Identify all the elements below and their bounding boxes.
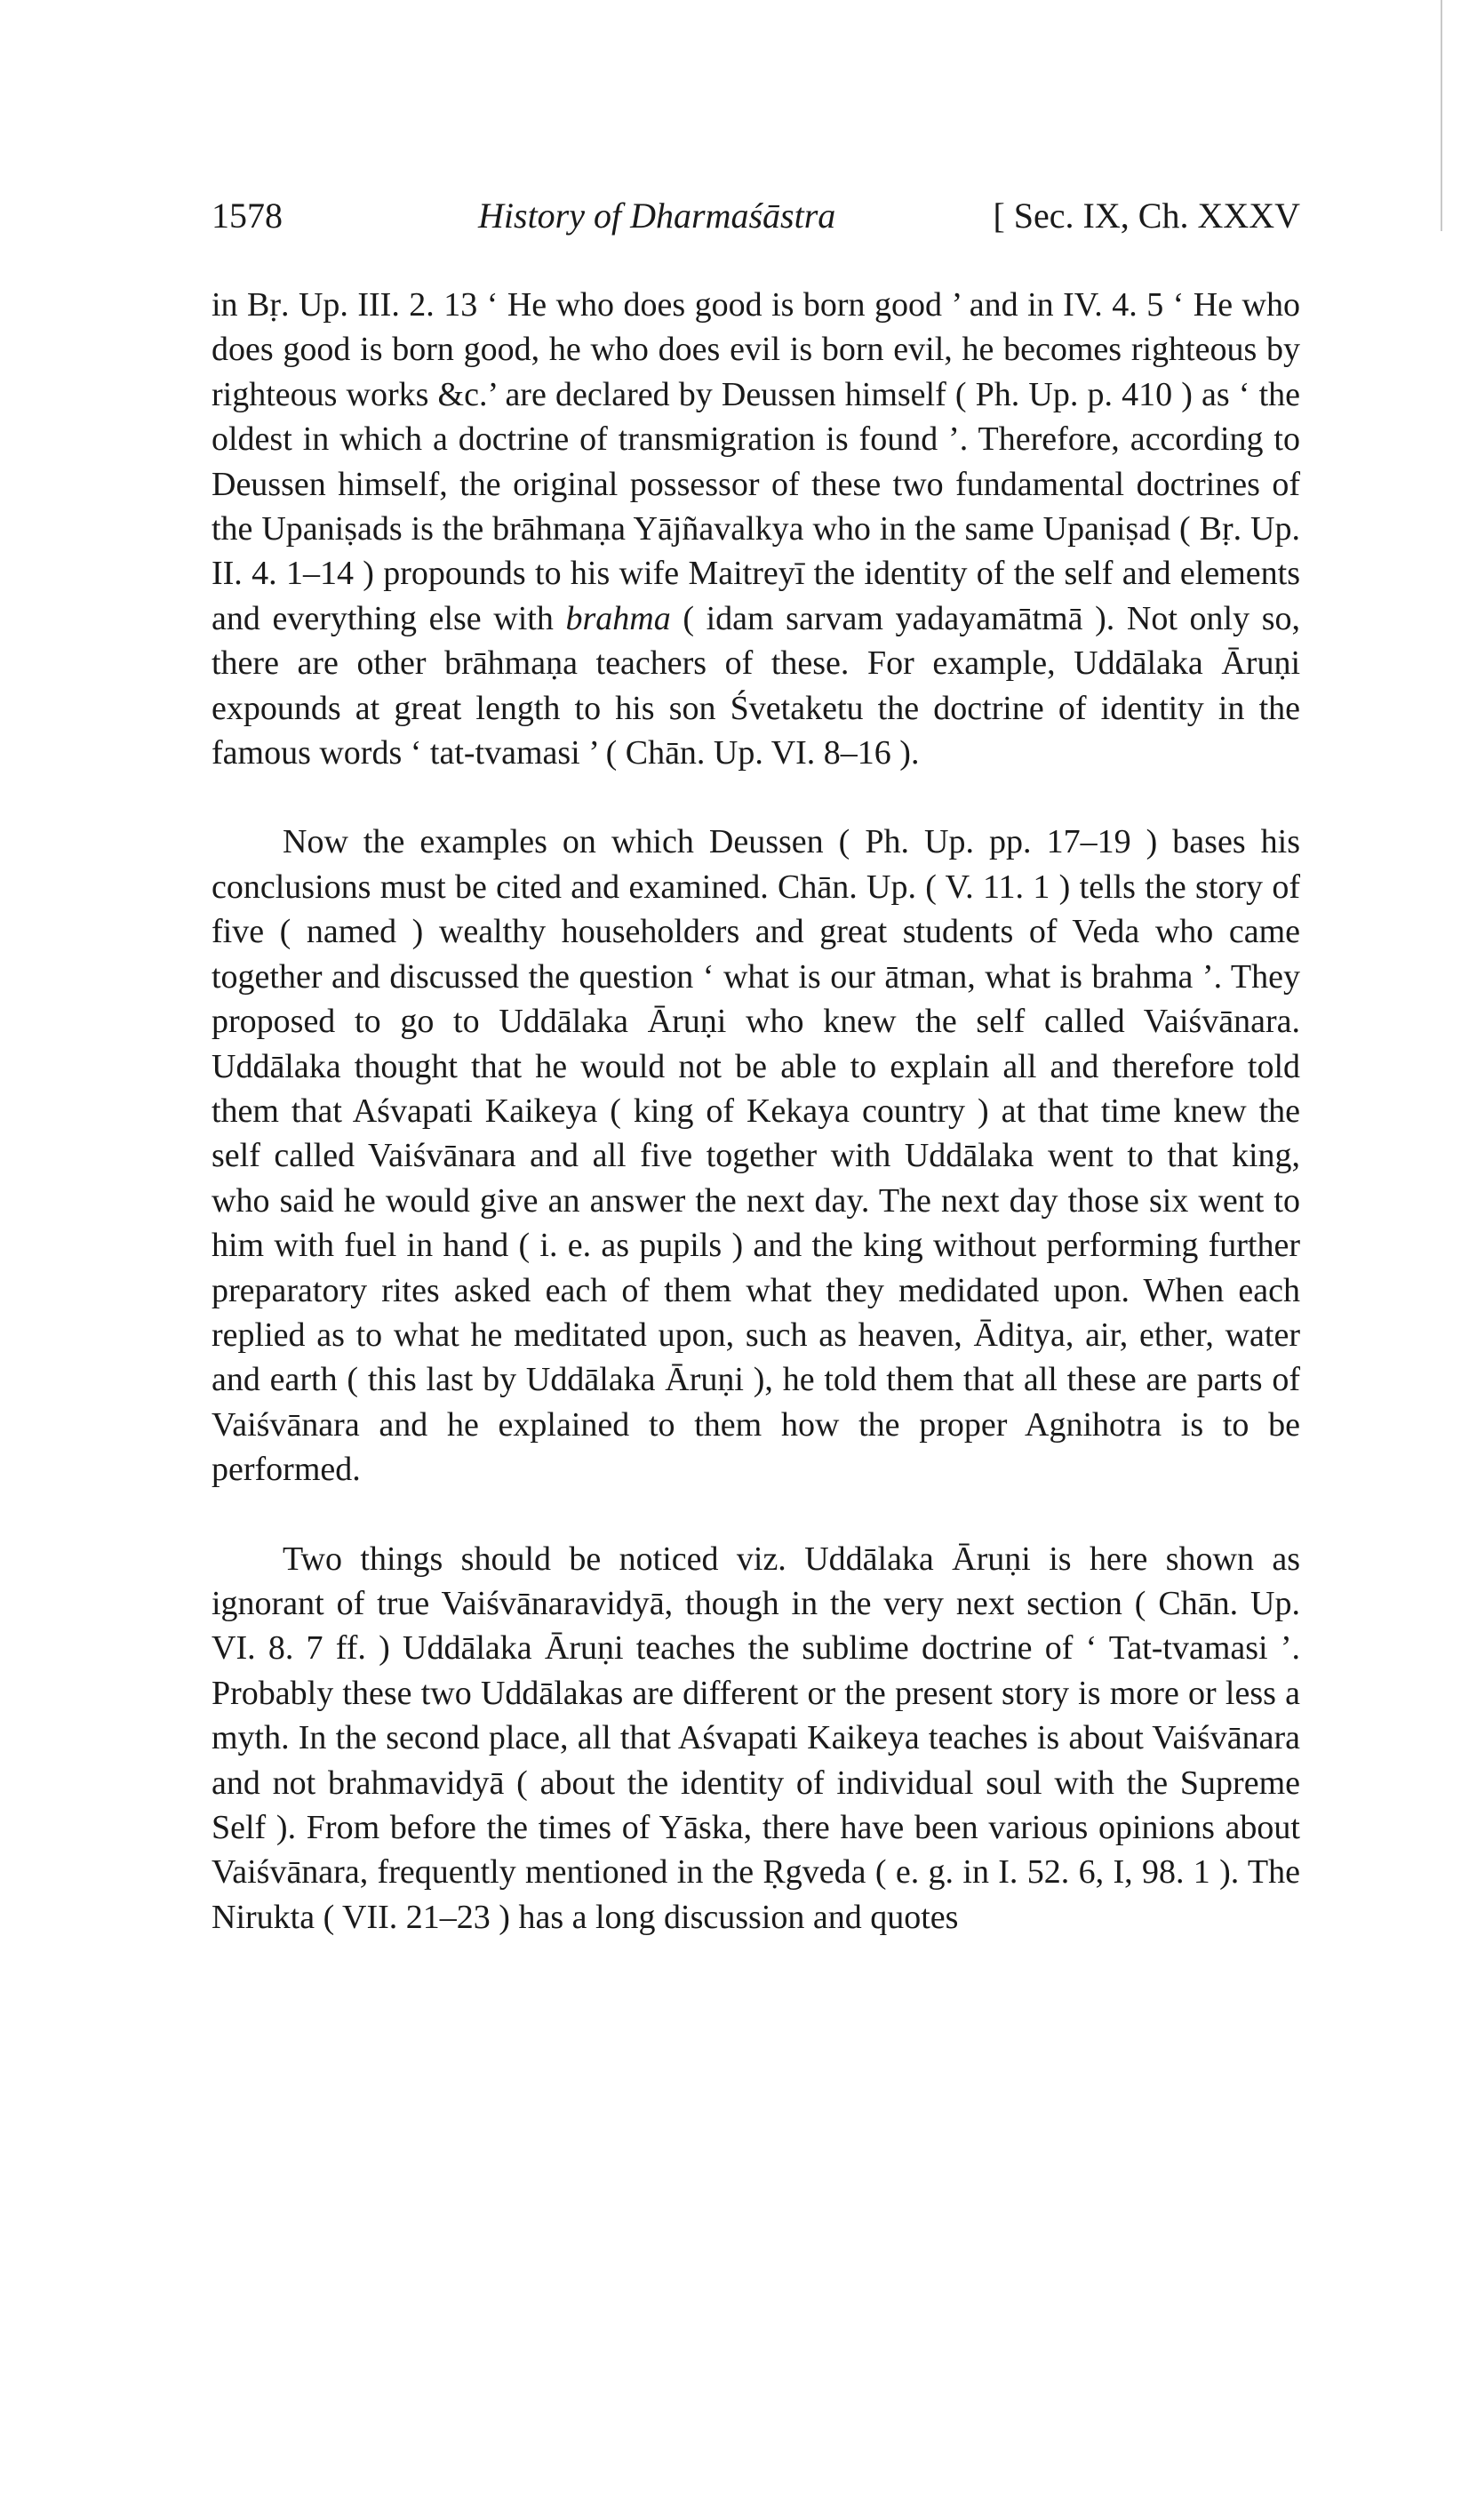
running-title: History of Dharmaśāstra [478, 196, 836, 236]
section-reference: [ Sec. IX, Ch. XXXV [993, 196, 1300, 236]
paragraph-1-text: in Bṛ. Up. III. 2. 13 ‘ He who does good is born good ’ and in IV. 4. 5 ‘ He who does good is born good, he who does evil is born evil, he becomes righteous by righteous works &c.’ are declared by Deussen himself ( Ph. Up. p. 410 ) as ‘ the oldest in which a doctrine of transmigration is found ’. Therefore, according to Deussen himself, the original possessor of these two fundamental doctrines of the Upaniṣads is the brāhmaṇa Yājñavalkya who in the same Upaniṣad ( Bṛ. Up. II. 4. 1–14 ) propounds to his wife Maitreyī the identity of the self and elements and everything else with [212, 286, 1300, 637]
page-number: 1578 [212, 196, 283, 236]
paragraph-2: Now the examples on which Deussen ( Ph. Up. pp. 17–19 ) bases his conclusions must be cited and examined. Chān. Up. ( V. 11. 1 ) tells the story of five ( named ) wealthy householders and great students of Veda who came together and discussed the question ‘ what is our ātman, what is brahma ’. They proposed to go to Uddālaka Āruṇi who knew the self called Vaiśvānara. Uddālaka thought that he would not be able to explain all and therefore told them that Aśvapati Kaikeya ( king of Kekaya country ) at that time knew the self called Vaiśvānara and all five together with Uddālaka went to that king, who said he would give an answer the next day. The next day those six went to him with fuel in hand ( i. e. as pupils ) and the king without performing further preparatory rites asked each of them what they medidated upon. When each replied as to what he meditated upon, such as heaven, Āditya, air, ether, water and earth ( this last by Uddālaka Āruṇi ), he told them that all these are parts of Vaiśvānara and he explained to them how the proper Agnihotra is to be performed. [212, 823, 1300, 1489]
paragraph-1-italic: brahma [565, 599, 671, 637]
paragraph-3: Two things should be noticed viz. Uddālaka Āruṇi is here shown as ignorant of true Vaiśvānaravidyā, though in the very next section ( Chān. Up. VI. 8. 7 ff. ) Uddālaka Āruṇi teaches the sublime doctrine of ‘ Tat-tvamasi ’. Probably these two Uddālakas are different or the present story is more or less a myth. In the second place, all that Aśvapati Kaikeya teaches is about Vaiśvānara and not brahmavidyā ( about the identity of individual soul with the Supreme Self ). From before the times of Yāska, there have been various opinions about Vaiśvānara, frequently mentioned in the Ṛgveda ( e. g. in I. 52. 6, I, 98. 1 ). The Nirukta ( VII. 21–23 ) has a long discussion and quotes [212, 1540, 1300, 1936]
paragraph-1 [212, 283, 1300, 775]
paragraph-1-tail: ( idam sarvam yadayamātmā ). Not only so, there are other brāhmaṇa teachers of these. For example, Uddālaka Āruṇi expounds at great length to his son Śvetaketu the doctrine of identity in the famous words ‘ tat-tvamasi ’ ( Chān. Up. VI. 8–16 ). [212, 599, 1300, 772]
scan-edge-line [1441, 0, 1442, 231]
page-header [212, 191, 1300, 241]
body-text [212, 283, 1300, 1940]
